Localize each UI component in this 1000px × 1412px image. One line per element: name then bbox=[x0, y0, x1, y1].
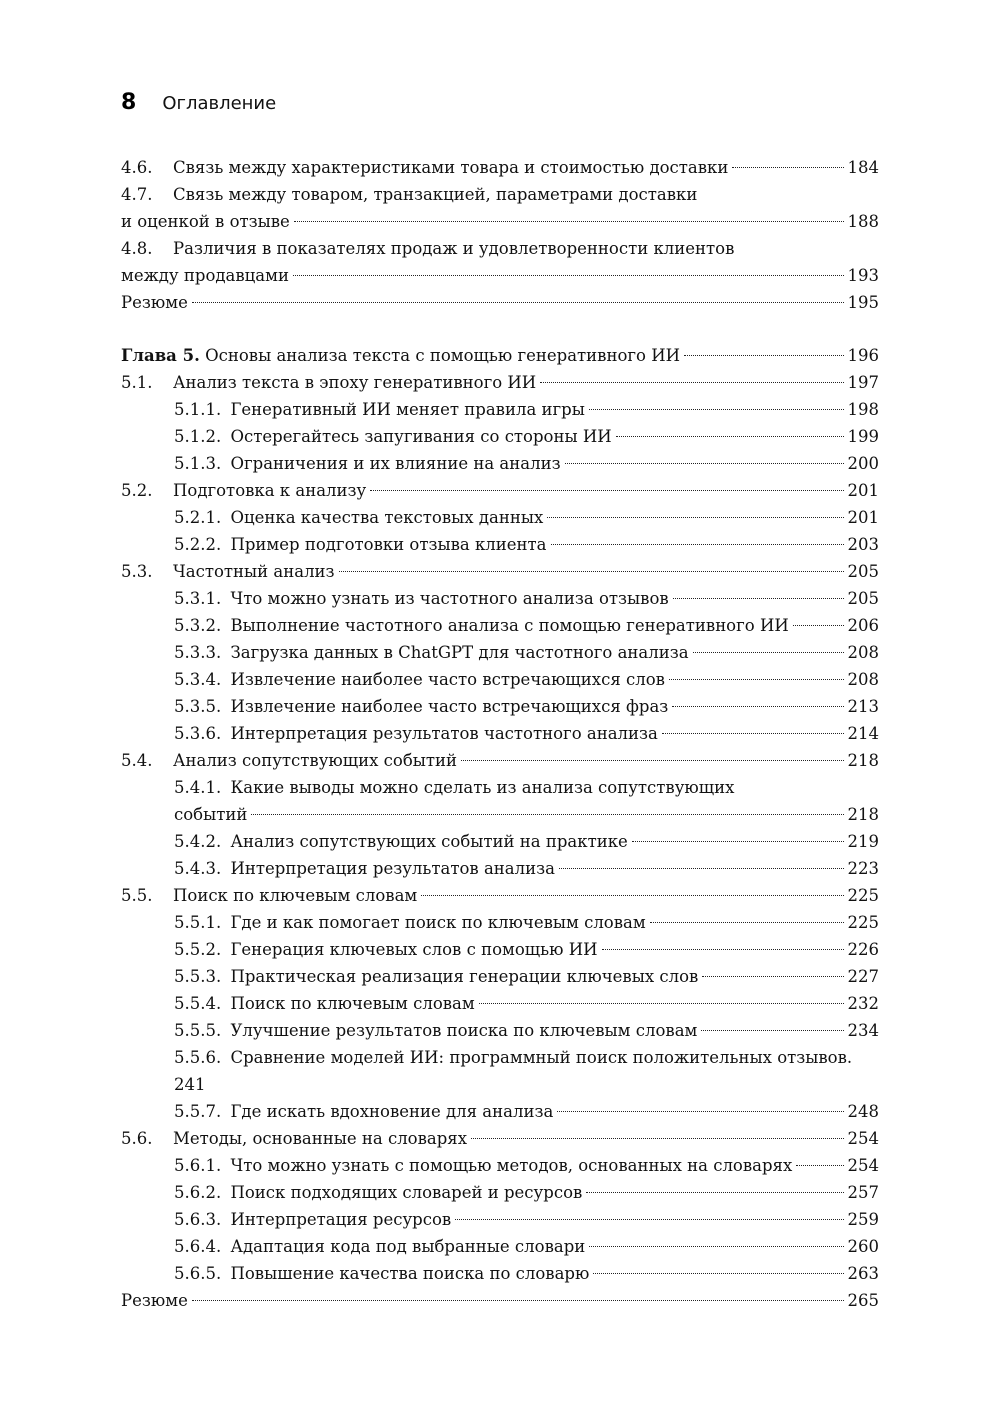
toc-title: Загрузка данных в ChatGPT для частотного анализа bbox=[230, 643, 689, 662]
toc-number: 5.6.3. bbox=[174, 1210, 222, 1229]
toc-number: 5.4. bbox=[121, 751, 153, 770]
toc-page: 206 bbox=[847, 616, 879, 635]
toc-entry[interactable] bbox=[121, 882, 879, 909]
toc-number: 5.4.2. bbox=[174, 832, 222, 851]
toc-title: Подготовка к анализу bbox=[173, 481, 367, 500]
toc-page: 208 bbox=[847, 643, 879, 662]
toc-title: Генерация ключевых слов с помощью ИИ bbox=[230, 940, 598, 959]
toc-subentry[interactable] bbox=[121, 936, 879, 963]
dot-leader bbox=[650, 922, 844, 923]
toc-page: 232 bbox=[847, 994, 879, 1013]
toc-title: Методы, основанные на словарях bbox=[173, 1129, 468, 1148]
toc-number: 5.6.1. bbox=[174, 1156, 222, 1175]
dot-leader bbox=[479, 1003, 844, 1004]
toc-title: Интерпретация результатов частотного анализа bbox=[230, 724, 658, 743]
toc-title: Оценка качества текстовых данных bbox=[230, 508, 544, 527]
dot-leader bbox=[192, 1300, 844, 1301]
toc-number: 5.4.1. bbox=[174, 778, 222, 797]
toc-number: 5.4.3. bbox=[174, 859, 222, 878]
dot-leader bbox=[421, 895, 843, 896]
toc-title: Ограничения и их влияние на анализ bbox=[230, 454, 561, 473]
toc-number: 5.5.7. bbox=[174, 1102, 222, 1121]
dot-leader bbox=[672, 706, 843, 707]
section-spacer bbox=[121, 316, 879, 342]
dot-leader bbox=[471, 1138, 843, 1139]
toc-number: 5.6.5. bbox=[174, 1264, 222, 1283]
toc-subentry[interactable] bbox=[121, 612, 879, 639]
toc-subentry[interactable] bbox=[121, 504, 879, 531]
toc-page: 208 bbox=[847, 670, 879, 689]
toc-page: 219 bbox=[847, 832, 879, 851]
toc-subentry[interactable] bbox=[121, 963, 879, 990]
toc-number: 5.1. bbox=[121, 373, 153, 392]
toc-number: 4.8. bbox=[121, 239, 153, 258]
toc-page: 197 bbox=[847, 373, 879, 392]
dot-leader bbox=[589, 1246, 843, 1247]
toc-number: 4.7. bbox=[121, 185, 153, 204]
dot-leader bbox=[693, 652, 844, 653]
toc-subentry[interactable] bbox=[121, 639, 879, 666]
dot-leader bbox=[793, 625, 844, 626]
toc-page: 226 bbox=[847, 940, 879, 959]
dot-leader bbox=[662, 733, 844, 734]
toc-number: 5.3.2. bbox=[174, 616, 222, 635]
toc-page: 214 bbox=[847, 724, 879, 743]
toc-subentry[interactable] bbox=[121, 990, 879, 1017]
toc-title: Основы анализа текста с помощью генеративного ИИ bbox=[205, 346, 680, 365]
toc-number: 5.2.2. bbox=[174, 535, 222, 554]
dot-leader bbox=[565, 463, 844, 464]
toc-title: Интерпретация результатов анализа bbox=[230, 859, 555, 878]
toc-number: 5.5.2. bbox=[174, 940, 222, 959]
running-title: Оглавление bbox=[162, 93, 277, 114]
toc-page: 218 bbox=[847, 805, 879, 824]
toc-page: 213 bbox=[847, 697, 879, 716]
toc-title: Анализ сопутствующих событий bbox=[173, 751, 458, 770]
toc-title: Улучшение результатов поиска по ключевым словам bbox=[230, 1021, 698, 1040]
toc-entry-summary[interactable] bbox=[121, 1287, 879, 1314]
toc-page: 265 bbox=[847, 1291, 879, 1310]
toc-title: Поиск по ключевым словам bbox=[230, 994, 475, 1013]
toc-page: 205 bbox=[847, 562, 879, 581]
toc-subentry[interactable] bbox=[121, 1179, 879, 1206]
toc-number: 5.5.4. bbox=[174, 994, 222, 1013]
toc-page: 254 bbox=[847, 1156, 879, 1175]
toc-title: Поиск подходящих словарей и ресурсов bbox=[230, 1183, 583, 1202]
toc-page: 225 bbox=[847, 913, 879, 932]
dot-leader bbox=[547, 517, 843, 518]
table-of-contents bbox=[121, 154, 879, 1314]
dot-leader bbox=[586, 1192, 843, 1193]
toc-number: 5.3.1. bbox=[174, 589, 222, 608]
toc-title: между продавцами bbox=[121, 266, 289, 285]
dot-leader bbox=[557, 1111, 843, 1112]
toc-title-line1: Какие выводы можно сделать из анализа сопутствующих bbox=[230, 778, 735, 797]
toc-page: 263 bbox=[847, 1264, 879, 1283]
toc-subentry[interactable] bbox=[121, 828, 879, 855]
page-header bbox=[121, 90, 276, 115]
toc-subentry[interactable] bbox=[121, 666, 879, 693]
toc-title: Выполнение частотного анализа с помощью генеративного ИИ bbox=[230, 616, 789, 635]
toc-number: 5.3.3. bbox=[174, 643, 222, 662]
toc-subentry[interactable] bbox=[121, 720, 879, 747]
dot-leader bbox=[455, 1219, 843, 1220]
toc-entry[interactable] bbox=[121, 154, 879, 181]
toc-title-line1: Сравнение моделей ИИ: программный поиск положительных отзывов. bbox=[230, 1048, 853, 1067]
toc-page: 260 bbox=[847, 1237, 879, 1256]
toc-title: Остерегайтесь запугивания со стороны ИИ bbox=[230, 427, 612, 446]
toc-page: 203 bbox=[847, 535, 879, 554]
toc-page: 259 bbox=[847, 1210, 879, 1229]
toc-title: Адаптация кода под выбранные словари bbox=[230, 1237, 586, 1256]
dot-leader bbox=[632, 841, 844, 842]
dot-leader bbox=[669, 679, 844, 680]
toc-subentry[interactable] bbox=[121, 450, 879, 477]
toc-entry[interactable] bbox=[121, 477, 879, 504]
toc-number: 5.5.1. bbox=[174, 913, 222, 932]
toc-entry[interactable] bbox=[121, 558, 879, 585]
toc-title: Резюме bbox=[121, 1291, 188, 1310]
dot-leader bbox=[339, 571, 844, 572]
dot-leader bbox=[796, 1165, 843, 1166]
dot-leader bbox=[192, 302, 844, 303]
toc-page: 257 bbox=[847, 1183, 879, 1202]
toc-page: 254 bbox=[847, 1129, 879, 1148]
dot-leader bbox=[551, 544, 844, 545]
toc-number: 5.6.4. bbox=[174, 1237, 222, 1256]
toc-title: Пример подготовки отзыва клиента bbox=[230, 535, 547, 554]
toc-entry[interactable] bbox=[121, 181, 879, 235]
toc-page: 195 bbox=[847, 293, 879, 312]
toc-title: Поиск по ключевым словам bbox=[173, 886, 418, 905]
dot-leader bbox=[540, 382, 843, 383]
toc-entry-summary[interactable] bbox=[121, 289, 879, 316]
toc-entry[interactable] bbox=[121, 747, 879, 774]
toc-page: 196 bbox=[847, 346, 879, 365]
toc-title: Практическая реализация генерации ключевых слов bbox=[230, 967, 699, 986]
toc-title: Интерпретация ресурсов bbox=[230, 1210, 452, 1229]
toc-number: 5.3.4. bbox=[174, 670, 222, 689]
toc-number: 5.5.3. bbox=[174, 967, 222, 986]
toc-title: Что можно узнать из частотного анализа отзывов bbox=[230, 589, 669, 608]
toc-title-line1: Связь между товаром, транзакцией, параметрами доставки bbox=[173, 185, 698, 204]
toc-subentry[interactable] bbox=[121, 909, 879, 936]
toc-page: 188 bbox=[847, 212, 879, 231]
dot-leader bbox=[293, 275, 844, 276]
toc-page: 193 bbox=[847, 266, 879, 285]
toc-number: 5.3.6. bbox=[174, 724, 222, 743]
toc-number: 5.3. bbox=[121, 562, 153, 581]
toc-page: 234 bbox=[847, 1021, 879, 1040]
dot-leader bbox=[559, 868, 844, 869]
toc-subentry[interactable] bbox=[121, 855, 879, 882]
toc-title: Анализ текста в эпоху генеративного ИИ bbox=[173, 373, 537, 392]
toc-page: 227 bbox=[847, 967, 879, 986]
toc-page: 200 bbox=[847, 454, 879, 473]
toc-subentry[interactable] bbox=[121, 423, 879, 450]
dot-leader bbox=[251, 814, 843, 815]
toc-number: 5.1.1. bbox=[174, 400, 222, 419]
toc-subentry[interactable] bbox=[121, 693, 879, 720]
toc-page: 184 bbox=[847, 158, 879, 177]
toc-number: 5.6.2. bbox=[174, 1183, 222, 1202]
chapter-label: Глава 5. bbox=[121, 346, 200, 365]
dot-leader bbox=[589, 409, 844, 410]
toc-entry[interactable] bbox=[121, 1125, 879, 1152]
dot-leader bbox=[370, 490, 843, 491]
toc-page: 198 bbox=[847, 400, 879, 419]
toc-number: 5.1.3. bbox=[174, 454, 222, 473]
toc-title: Извлечение наиболее часто встречающихся фраз bbox=[230, 697, 669, 716]
toc-title: Генеративный ИИ меняет правила игры bbox=[230, 400, 585, 419]
dot-leader bbox=[673, 598, 844, 599]
toc-page: 225 bbox=[847, 886, 879, 905]
toc-subentry[interactable] bbox=[121, 396, 879, 423]
toc-title: Связь между характеристиками товара и стоимостью доставки bbox=[173, 158, 729, 177]
toc-page: 201 bbox=[847, 481, 879, 500]
toc-title: Анализ сопутствующих событий на практике bbox=[230, 832, 628, 851]
dot-leader bbox=[461, 760, 843, 761]
toc-number: 5.5.6. bbox=[174, 1048, 222, 1067]
toc-subentry[interactable] bbox=[121, 531, 879, 558]
toc-subentry[interactable] bbox=[121, 1098, 879, 1125]
toc-subentry[interactable] bbox=[121, 1233, 879, 1260]
toc-chapter[interactable] bbox=[121, 342, 879, 369]
dot-leader bbox=[732, 167, 843, 168]
toc-number: 5.1.2. bbox=[174, 427, 222, 446]
toc-number: 5.2. bbox=[121, 481, 153, 500]
toc-page: 205 bbox=[847, 589, 879, 608]
toc-title: Частотный анализ bbox=[173, 562, 335, 581]
dot-leader bbox=[616, 436, 844, 437]
toc-subentry[interactable] bbox=[121, 1206, 879, 1233]
dot-leader bbox=[602, 949, 844, 950]
toc-page: 218 bbox=[847, 751, 879, 770]
toc-page: 201 bbox=[847, 508, 879, 527]
toc-number: 5.5. bbox=[121, 886, 153, 905]
toc-page: 199 bbox=[847, 427, 879, 446]
toc-number: 5.3.5. bbox=[174, 697, 222, 716]
toc-subentry[interactable] bbox=[121, 1044, 879, 1098]
dot-leader bbox=[684, 355, 844, 356]
toc-subentry[interactable] bbox=[121, 1152, 879, 1179]
toc-entry[interactable] bbox=[121, 369, 879, 396]
toc-title: Извлечение наиболее часто встречающихся слов bbox=[230, 670, 665, 689]
toc-subentry[interactable] bbox=[121, 774, 879, 828]
toc-title: Повышение качества поиска по словарю bbox=[230, 1264, 590, 1283]
toc-title: и оценкой в отзыве bbox=[121, 212, 290, 231]
toc-entry[interactable] bbox=[121, 235, 879, 289]
toc-number: 5.5.5. bbox=[174, 1021, 222, 1040]
toc-title: событий bbox=[174, 805, 248, 824]
dot-leader bbox=[593, 1273, 843, 1274]
toc-subentry[interactable] bbox=[121, 585, 879, 612]
dot-leader bbox=[701, 1030, 843, 1031]
toc-number: 4.6. bbox=[121, 158, 153, 177]
toc-title-line1: Различия в показателях продаж и удовлетворенности клиентов bbox=[173, 239, 735, 258]
toc-number: 5.6. bbox=[121, 1129, 153, 1148]
toc-title: Где искать вдохновение для анализа bbox=[230, 1102, 554, 1121]
toc-subentry[interactable] bbox=[121, 1017, 879, 1044]
toc-page: 223 bbox=[847, 859, 879, 878]
page-number: 8 bbox=[121, 90, 137, 115]
toc-number: 5.2.1. bbox=[174, 508, 222, 527]
toc-title: Резюме bbox=[121, 293, 188, 312]
toc-subentry[interactable] bbox=[121, 1260, 879, 1287]
dot-leader bbox=[702, 976, 843, 977]
toc-title: Что можно узнать с помощью методов, основанных на словарях bbox=[230, 1156, 793, 1175]
toc-title: Где и как помогает поиск по ключевым словам bbox=[230, 913, 646, 932]
toc-page: 241 bbox=[174, 1075, 206, 1094]
toc-page: 248 bbox=[847, 1102, 879, 1121]
dot-leader bbox=[294, 221, 844, 222]
